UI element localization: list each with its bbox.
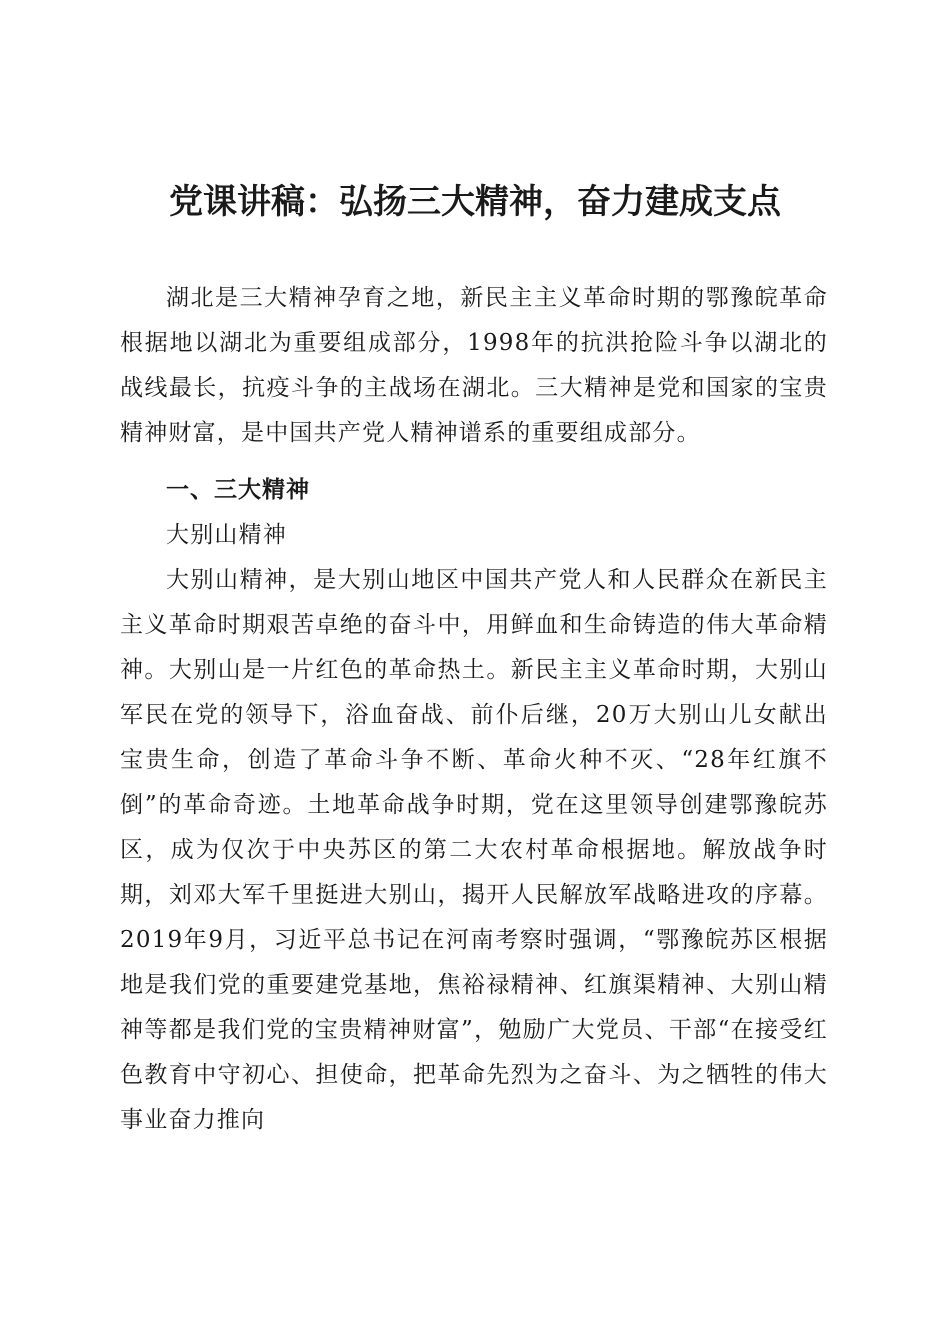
subsection-heading: 大别山精神	[166, 522, 287, 548]
document-body	[120, 276, 828, 1143]
document-title: 党课讲稿：弘扬三大精神，奋力建成支点	[169, 182, 781, 222]
intro-paragraph: 湖北是三大精神孕育之地，新民主主义革命时期的鄂豫皖革命根据地以湖北为重要组成部分，1998年的抗洪抢险斗争以湖北的战线最长，抗疫斗争的主战场在湖北。三大精神是党和国家的宝贵精神财富，是中国共产党人精神谱系的重要组成部分。	[120, 285, 828, 446]
section-heading: 一、三大精神	[166, 477, 310, 503]
body-paragraph: 大别山精神，是大别山地区中国共产党人和人民群众在新民主主义革命时期艰苦卓绝的奋斗中，用鲜血和生命铸造的伟大革命精神。大别山是一片红色的革命热土。新民主主义革命时期，大别山军民在党的领导下，浴血奋战、前仆后继，20万大别山儿女献出宝贵生命，创造了革命斗争不断、革命火种不灭、“28年红旗不倒”的革命奇迹。土地革命战争时期，党在这里领导创建鄂豫皖苏区，成为仅次于中央苏区的第二大农村革命根据地。解放战争时期，刘邓大军千里挺进大别山，揭开人民解放军战略进攻的序幕。2019年9月，习近平总书记在河南考察时强调，“鄂豫皖苏区根据地是我们党的重要建党基地，焦裕禄精神、红旗渠精神、大别山精神等都是我们党的宝贵精神财富”，勉励广大党员、干部“在接受红色教育中守初心、担使命，把革命先烈为之奋斗、为之牺牲的伟大事业奋力推向	[120, 567, 828, 1133]
